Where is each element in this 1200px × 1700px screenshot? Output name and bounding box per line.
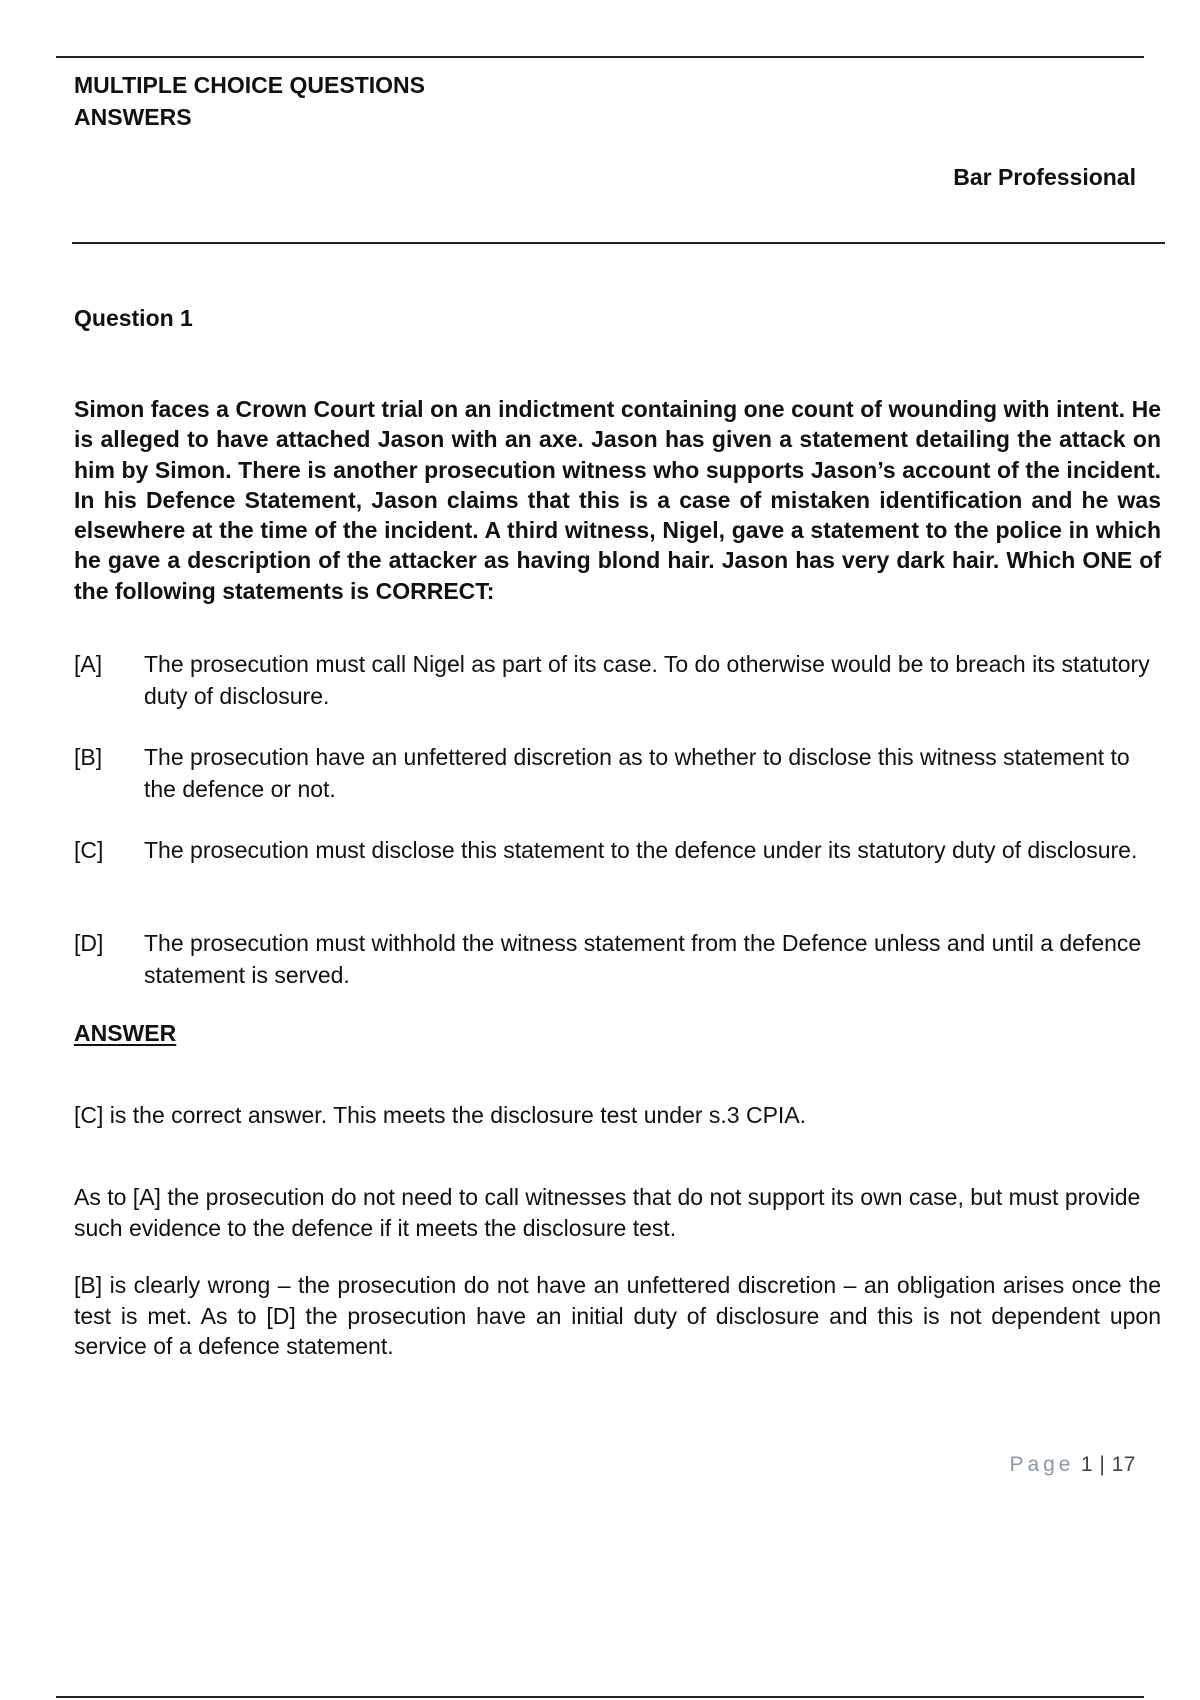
option-text: The prosecution have an unfettered discretion as to whether to disclose this witness statement to the defence or not. <box>144 744 1130 802</box>
answer-paragraph: [C] is the correct answer. This meets the disclosure test under s.3 CPIA. <box>74 1102 807 1128</box>
option-a <box>74 648 1164 712</box>
question-text: Simon faces a Crown Court trial on an indictment containing one count of wounding with intent. He is alleged to have attached Jason with an axe. Jason has given a statement detailing the attack on him by Simon. There is another prosecution witness who supports Jason’s account of the incident. In his Defence Statement, Jason claims that this is a case of mistaken identification and he was elsewhere at the time of the incident. A third witness, Nigel, gave a statement to the police in which he gave a description of the attacker as having blond hair. Jason has very dark hair. Which ONE of the following statements is CORRECT: <box>74 396 1161 604</box>
top-rule <box>56 56 1144 58</box>
document-title: MULTIPLE CHOICE QUESTIONS <box>74 72 425 98</box>
organisation-label: Bar Professional <box>953 164 1136 190</box>
document-subtitle: ANSWERS <box>74 104 192 130</box>
page-word: Page <box>1009 1453 1075 1476</box>
header-rule <box>72 242 1165 244</box>
page-number <box>1009 1453 1136 1477</box>
option-text: The prosecution must call Nigel as part of its case. To do otherwise would be to breach its statutory duty of disclosure. <box>144 651 1150 709</box>
answer-heading: ANSWER <box>74 1020 177 1046</box>
question-heading: Question 1 <box>74 305 193 331</box>
bottom-rule <box>56 1696 1144 1698</box>
option-b <box>74 741 1164 805</box>
option-text: The prosecution must withhold the witness statement from the Defence unless and until a defence statement is served. <box>144 930 1142 988</box>
option-label: [C] <box>74 837 104 863</box>
option-label: [D] <box>74 930 104 956</box>
option-c <box>74 834 1164 866</box>
page-count: 1 | 17 <box>1080 1453 1136 1476</box>
option-label: [A] <box>74 651 103 677</box>
option-label: [B] <box>74 744 103 770</box>
answer-paragraph: As to [A] the prosecution do not need to call witnesses that do not support its own case, but must provide such evidence to the defence if it meets the disclosure test. <box>74 1184 1141 1241</box>
option-text: The prosecution must disclose this statement to the defence under its statutory duty of disclosure. <box>144 837 1138 863</box>
answer-paragraph: [B] is clearly wrong – the prosecution do not have an unfettered discretion – an obligation arises once the test is met. As to [D] the prosecution have an initial duty of disclosure and this is not dependent upon service of a defence statement. <box>74 1272 1161 1359</box>
option-d <box>74 927 1164 991</box>
